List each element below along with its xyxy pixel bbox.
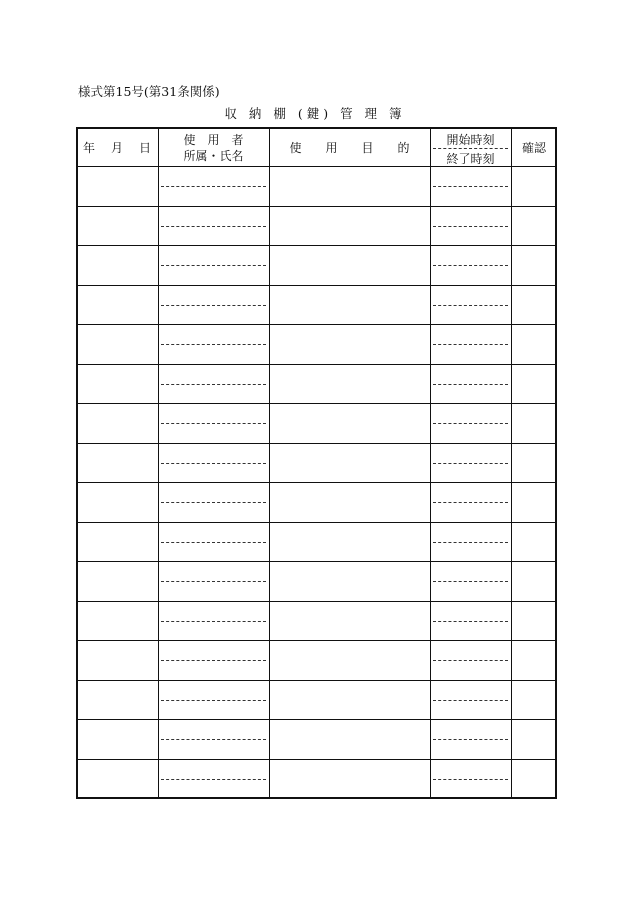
time-cell-divider xyxy=(433,779,508,780)
table-row xyxy=(78,523,555,563)
user-cell-divider xyxy=(161,621,266,622)
user-cell-divider xyxy=(161,463,266,464)
time-cell-divider xyxy=(433,186,508,187)
table-row xyxy=(78,760,555,800)
user-cell-divider xyxy=(161,581,266,582)
table-row xyxy=(78,720,555,760)
table-row xyxy=(78,246,555,286)
header-purpose xyxy=(269,129,430,167)
time-cell-divider xyxy=(433,660,508,661)
user-cell-divider xyxy=(161,660,266,661)
header-date-label: 年 月 日 xyxy=(82,141,153,155)
time-cell-divider xyxy=(433,423,508,424)
time-cell-divider xyxy=(433,265,508,266)
user-cell-divider xyxy=(161,226,266,227)
time-cell-divider xyxy=(433,305,508,306)
header-end-time: 終了時刻 xyxy=(446,152,495,166)
time-cell-divider xyxy=(433,463,508,464)
time-cell-divider xyxy=(433,581,508,582)
user-cell-divider xyxy=(161,502,266,503)
document-title: 収 納 棚 (鍵) 管 理 簿 xyxy=(224,106,406,121)
user-cell-divider xyxy=(161,186,266,187)
header-time xyxy=(430,129,511,167)
form-number: 様式第15号(第31条関係) xyxy=(78,84,220,99)
time-cell-divider xyxy=(433,502,508,503)
time-cell-divider xyxy=(433,226,508,227)
ledger-table xyxy=(76,127,557,799)
user-cell-divider xyxy=(161,542,266,543)
table-row xyxy=(78,404,555,444)
header-user-line1: 使 用 者 xyxy=(183,132,244,147)
header-confirm-label: 確認 xyxy=(521,141,546,155)
user-cell-divider xyxy=(161,700,266,701)
table-row xyxy=(78,286,555,326)
header-time-divider xyxy=(433,148,508,149)
table-row xyxy=(78,483,555,523)
table-row xyxy=(78,325,555,365)
header-start-time: 開始時刻 xyxy=(446,133,495,147)
header-confirm xyxy=(511,129,557,167)
header-date xyxy=(78,129,158,167)
user-cell-divider xyxy=(161,305,266,306)
table-row xyxy=(78,365,555,405)
time-cell-divider xyxy=(433,700,508,701)
header-user xyxy=(158,129,269,167)
user-cell-divider xyxy=(161,779,266,780)
table-row xyxy=(78,444,555,484)
header-purpose-label: 使 用 目 的 xyxy=(289,141,410,155)
table-row xyxy=(78,167,555,207)
table-row xyxy=(78,681,555,721)
time-cell-divider xyxy=(433,384,508,385)
table-row xyxy=(78,602,555,642)
time-cell-divider xyxy=(433,344,508,345)
time-cell-divider xyxy=(433,621,508,622)
user-cell-divider xyxy=(161,265,266,266)
table-row xyxy=(78,641,555,681)
table-row xyxy=(78,562,555,602)
time-cell-divider xyxy=(433,739,508,740)
user-cell-divider xyxy=(161,384,266,385)
user-cell-divider xyxy=(161,423,266,424)
user-cell-divider xyxy=(161,739,266,740)
time-cell-divider xyxy=(433,542,508,543)
table-row xyxy=(78,207,555,247)
user-cell-divider xyxy=(161,344,266,345)
header-user-line2: 所属・氏名 xyxy=(183,148,244,163)
